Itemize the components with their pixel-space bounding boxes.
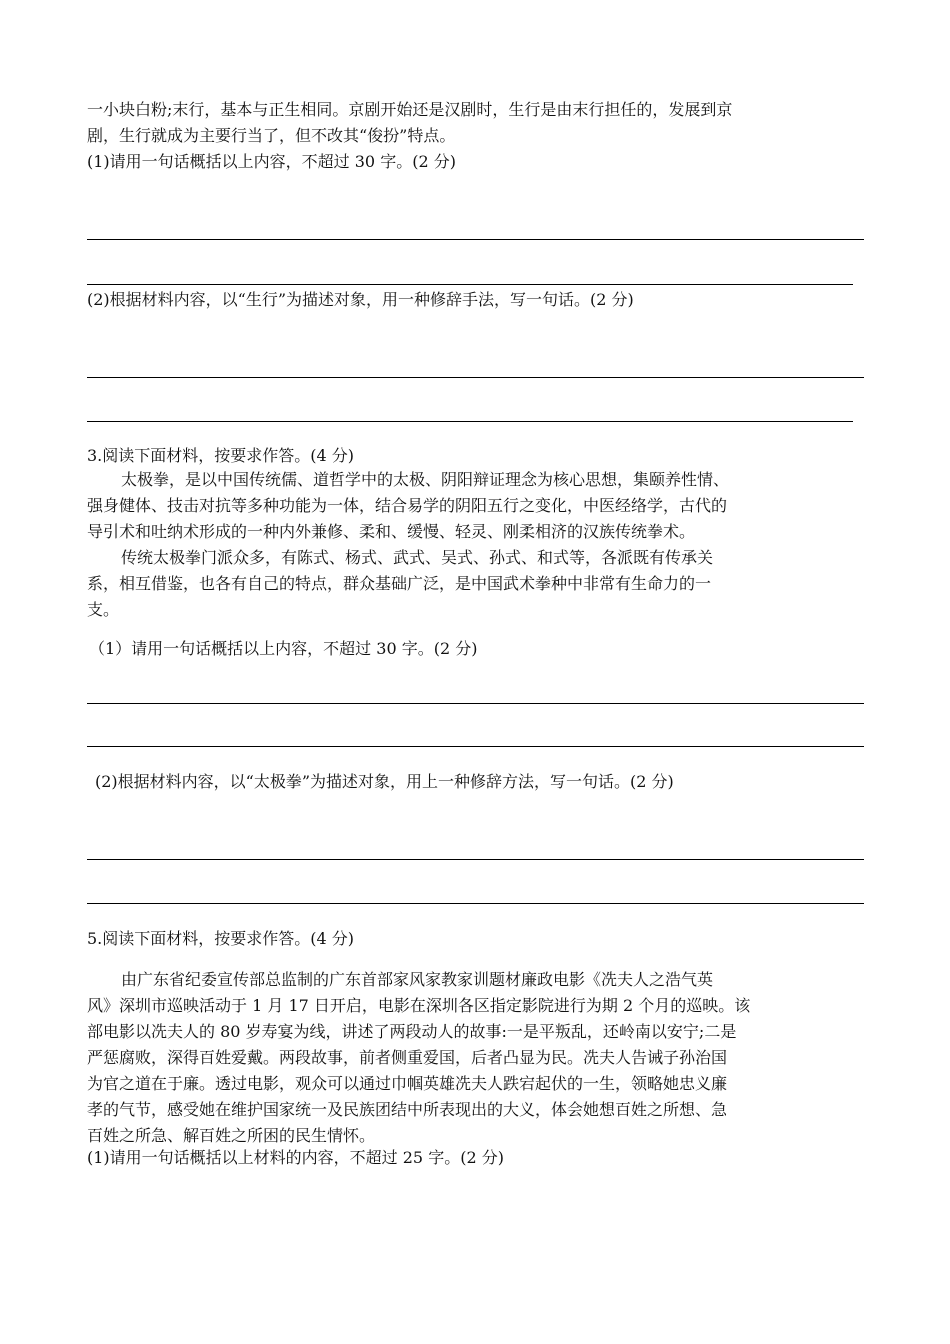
material-line: 孝的气节，感受她在维护国家统一及民族团结中所表现出的大义，体会她想百姓之所想、急 — [87, 1100, 728, 1119]
answer-line[interactable] — [87, 703, 864, 704]
material-line: 部电影以冼夫人的 80 岁寿宴为线，讲述了两段动人的故事:一是平叛乱，还岭南以安宁;二是 — [87, 1022, 737, 1041]
question-2: (2)根据材料内容，以“太极拳”为描述对象，用上一种修辞方法，写一句话。(2 分) — [95, 772, 674, 791]
material-line: 强身健体、技击对抗等多种功能为一体，结合易学的阴阳五行之变化，中医经络学，古代的 — [87, 496, 728, 515]
material-line: 由广东省纪委宣传部总监制的广东首部家风家教家训题材廉政电影《冼夫人之浩气英 — [121, 970, 714, 989]
material-line: 严惩腐败，深得百姓爱戴。两段故事，前者侧重爱国，后者凸显为民。冼夫人告诫子孙治国 — [87, 1048, 728, 1067]
answer-line[interactable] — [87, 903, 864, 904]
material-line: 导引术和吐纳术形成的一种内外兼修、柔和、缓慢、轻灵、刚柔相济的汉族传统拳术。 — [87, 522, 696, 541]
material-line: 太极拳，是以中国传统儒、道哲学中的太极、阴阳辩证理念为核心思想，集颐养性情、 — [121, 470, 730, 489]
material-line: 百姓之所急、解百姓之所困的民生情怀。 — [87, 1126, 376, 1145]
material-line: 一小块白粉;末行，基本与正生相同。京剧开始还是汉剧时，生行是由末行担任的，发展到京 — [87, 100, 733, 119]
question-2: (2)根据材料内容，以“生行”为描述对象，用一种修辞手法，写一句话。(2 分) — [87, 290, 634, 309]
answer-line[interactable] — [87, 859, 864, 860]
material-line: 为官之道在于廉。透过电影，观众可以通过巾帼英雄冼夫人跌宕起伏的一生，领略她忠义廉 — [87, 1074, 728, 1093]
question-1: (1)请用一句话概括以上材料的内容，不超过 25 字。(2 分) — [87, 1148, 504, 1167]
answer-line[interactable] — [87, 239, 864, 240]
answer-line[interactable] — [87, 284, 853, 285]
question-3-heading: 3.阅读下面材料，按要求作答。(4 分) — [87, 446, 355, 465]
answer-line[interactable] — [87, 377, 864, 378]
question-1: （1）请用一句话概括以上内容，不超过 30 字。(2 分) — [89, 639, 478, 658]
material-line: 支。 — [87, 600, 120, 619]
material-line: 风》深圳市巡映活动于 1 月 17 日开启，电影在深圳各区指定影院进行为期 2 个月的巡映。该 — [87, 996, 751, 1015]
question-5-heading: 5.阅读下面材料，按要求作答。(4 分) — [87, 929, 355, 948]
answer-line[interactable] — [87, 746, 864, 747]
answer-line[interactable] — [87, 421, 853, 422]
question-1: (1)请用一句话概括以上内容，不超过 30 字。(2 分) — [87, 152, 456, 171]
material-line: 剧，生行就成为主要行当了，但不改其“俊扮”特点。 — [87, 126, 456, 145]
material-line: 传统太极拳门派众多，有陈式、杨式、武式、吴式、孙式、和式等，各派既有传承关 — [121, 548, 714, 567]
material-line: 系，相互借鉴，也各有自己的特点，群众基础广泛，是中国武术拳种中非常有生命力的一 — [87, 574, 712, 593]
